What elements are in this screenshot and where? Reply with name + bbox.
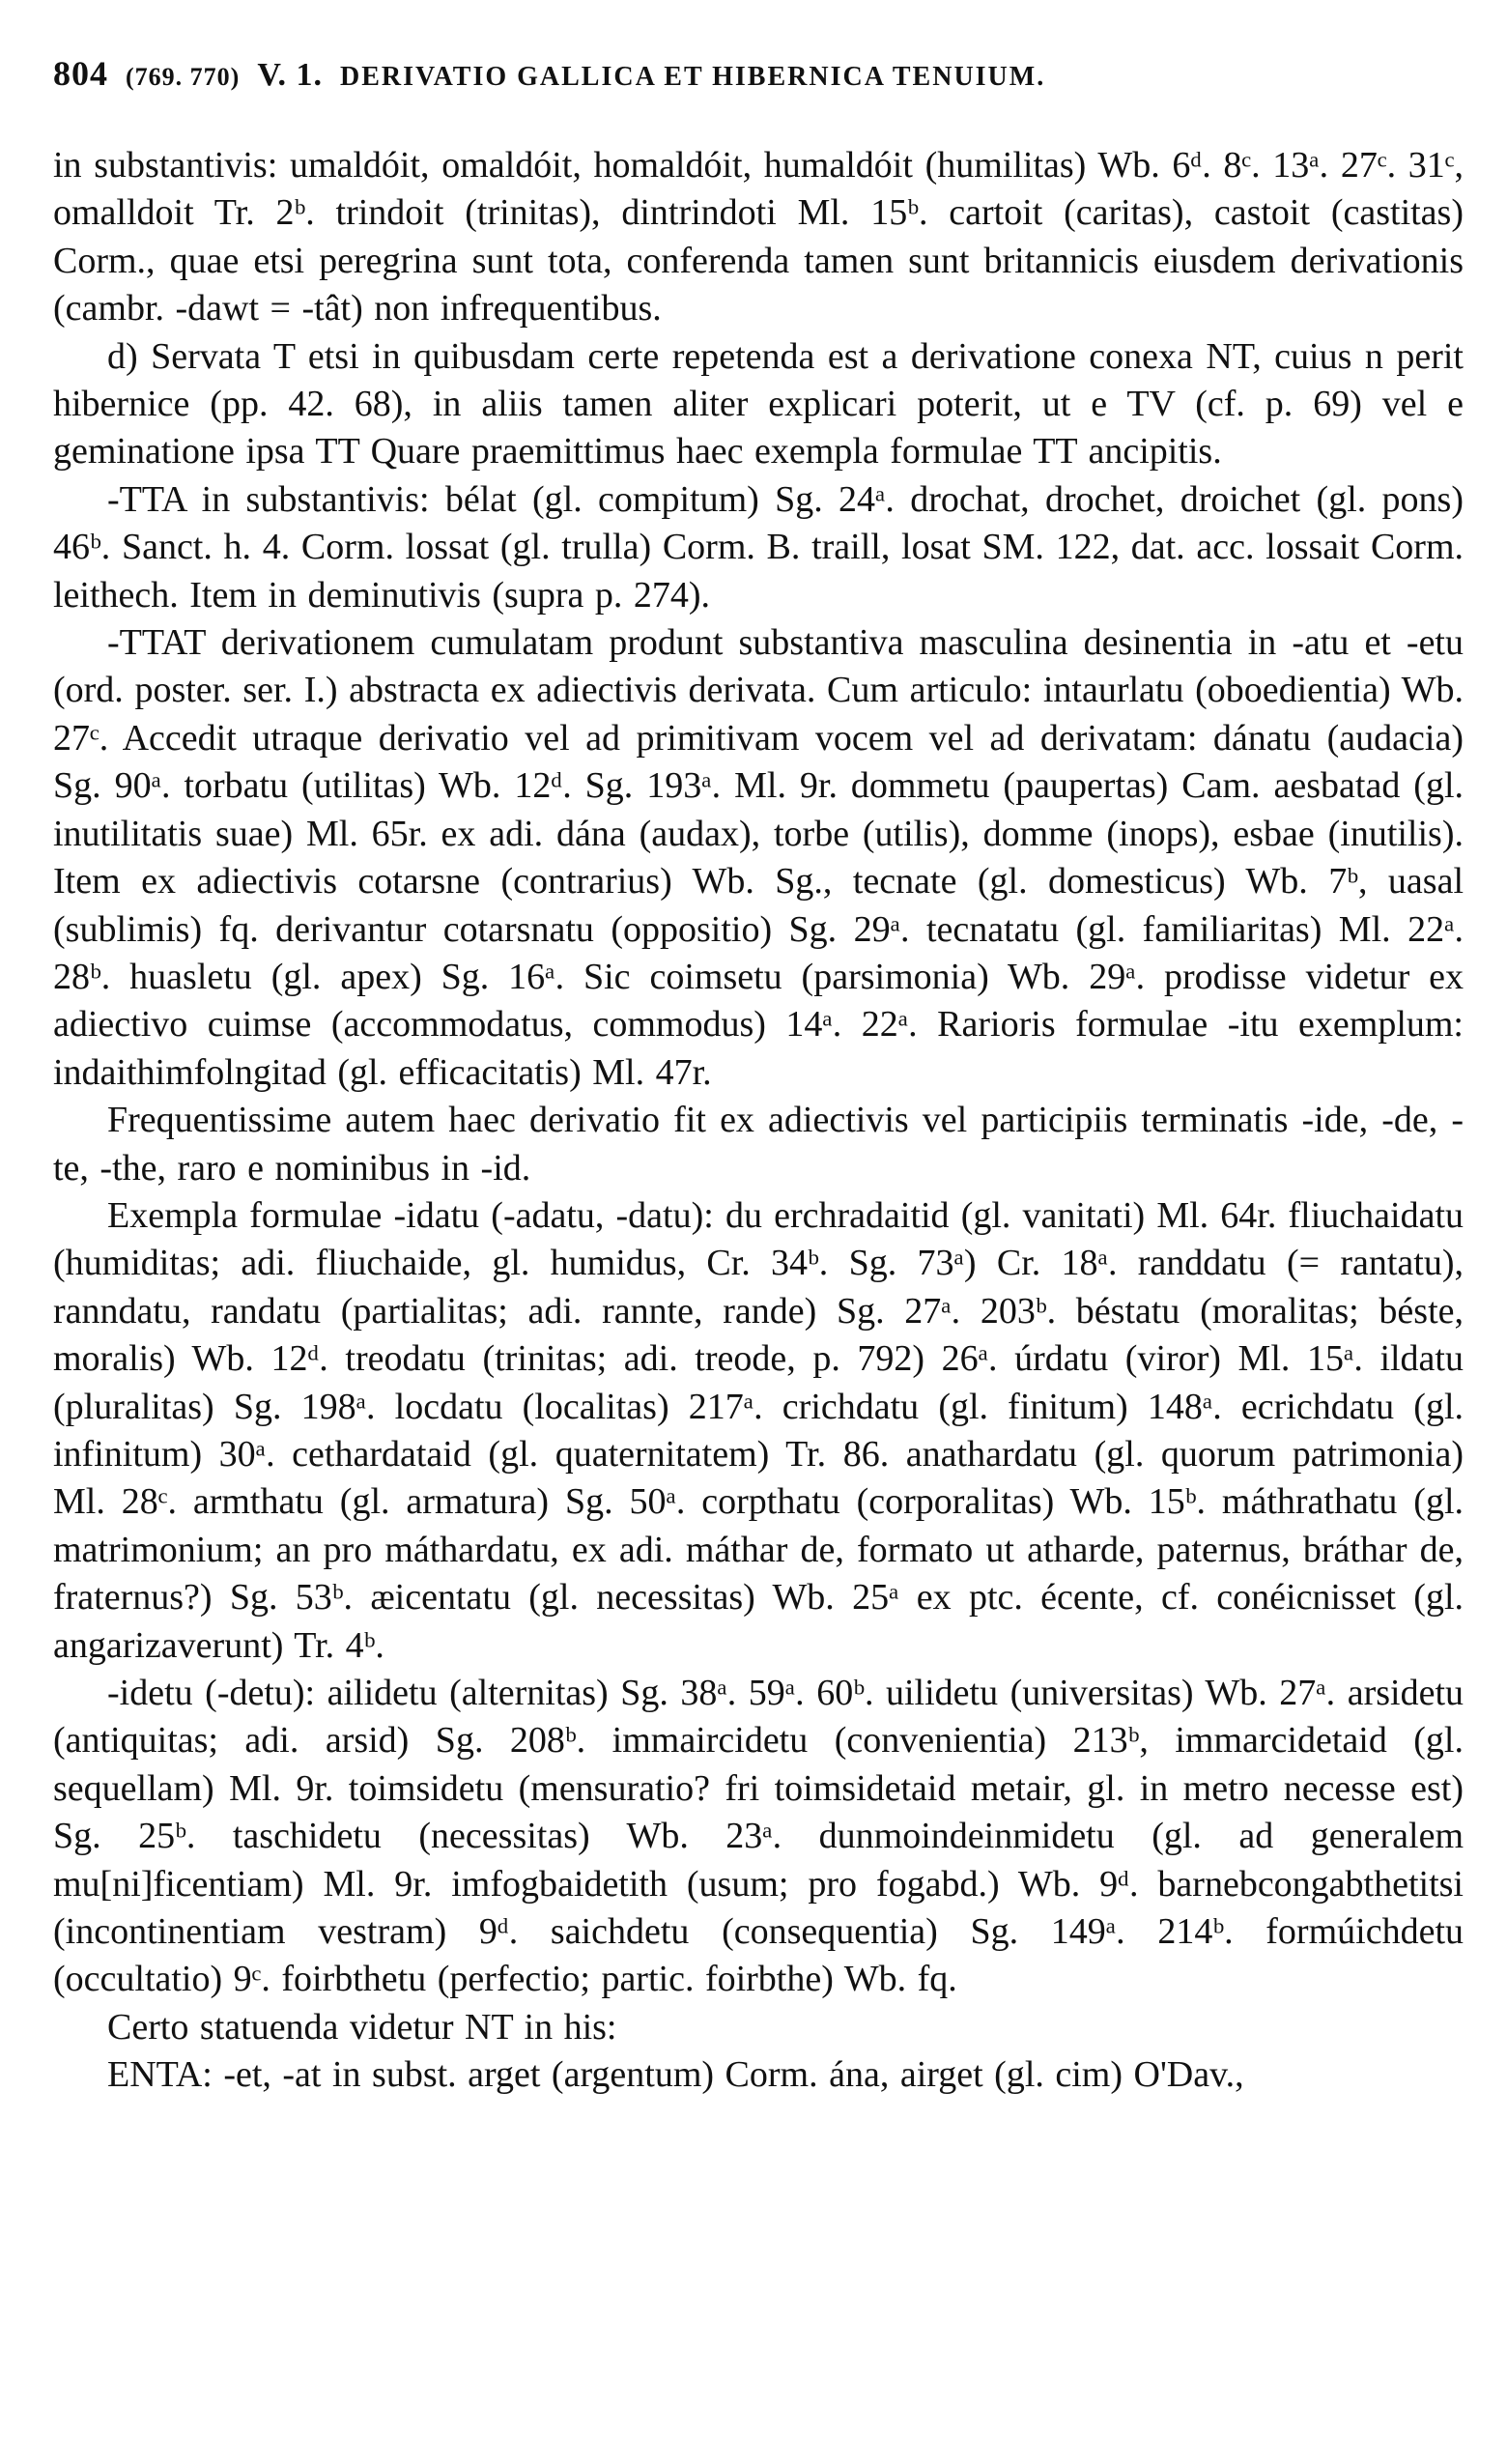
- page-title: DERIVATIO GALLICA ET HIBERNICA TENUIUM.: [340, 62, 1046, 92]
- volume-label: V. 1.: [257, 57, 323, 93]
- page-number: 804: [53, 54, 108, 93]
- paragraph: Exempla formulae -idatu (-adatu, -datu): du erchradaitid (gl. vanitati) Ml. 64r. fliuchaidatu (humiditas; adi. fliuchaide, gl. humidus, Cr. 34ᵇ. Sg. 73ᵃ) Cr. 18ᵃ. randdatu (= rantatu), ranndatu, randatu (partialitas; adi. rannte, rande) Sg. 27ᵃ. 203ᵇ. béstatu (moralitas; béste, moralis) Wb. 12ᵈ. treodatu (trinitas; adi. treode, p. 792) 26ᵃ. úrdatu (viror) Ml. 15ᵃ. ildatu (pluralitas) Sg. 198ᵃ. locdatu (localitas) 217ᵃ. crichdatu (gl. finitum) 148ᵃ. ecrichdatu (gl. infinitum) 30ᵃ. cethardataid (gl. quaternitatem) Tr. 86. anathardatu (gl. quorum patrimonia) Ml. 28ᶜ. armthatu (gl. armatura) Sg. 50ᵃ. corpthatu (corporalitas) Wb. 15ᵇ. máthrathatu (gl. matrimonium; an pro máthardatu, ex adi. máthar de, formato ut atharde, paternus, bráthar de, fraternus?) Sg. 53ᵇ. æicentatu (gl. necessitas) Wb. 25ᵃ ex ptc. écente, cf. conéicnisset (gl. angarizaverunt) Tr. 4ᵇ.: [53, 1194, 1464, 1666]
- paragraph: -TTAT derivationem cumulatam produnt substantiva masculina desinentia in -atu et -etu (ord. poster. ser. I.) abstracta ex adiectivis derivata. Cum articulo: intaurlatu (oboedientia) Wb. 27ᶜ. Accedit utraque derivatio vel ad primitivam vocem vel ad derivatam: dánatu (audacia) Sg. 90ᵃ. torbatu (utilitas) Wb. 12ᵈ. Sg. 193ᵃ. Ml. 9r. dommetu (paupertas) Cam. aesbatad (gl. inutilitatis suae) Ml. 65r. ex adi. dána (audax), torbe (utilis), domme (inops), esbae (inutilis). Item ex adiectivis cotarsne (contrarius) Wb. Sg., tecnate (gl. domesticus) Wb. 7ᵇ, uasal (sublimis) fq. derivantur cotarsnatu (oppositio) Sg. 29ᵃ. tecnatatu (gl. familiaritas) Ml. 22ᵃ. 28ᵇ. huasletu (gl. apex) Sg. 16ᵃ. Sic coimsetu (parsimonia) Wb. 29ᵃ. prodisse videtur ex adiectivo cuimse (accommodatus, commodus) 14ᵃ. 22ᵃ. Rarioris formulae -itu exemplum: indaithimfolngitad (gl. efficacitatis) Ml. 47r.: [53, 622, 1464, 1093]
- running-header: [53, 53, 1464, 94]
- paragraph: in substantivis: umaldóit, omaldóit, homaldóit, humaldóit (humilitas) Wb. 6ᵈ. 8ᶜ. 13ᵃ. 27ᶜ. 31ᶜ, omalldoit Tr. 2ᵇ. trindoit (trinitas), dintrindoti Ml. 15ᵇ. cartoit (caritas), castoit (castitas) Corm., quae etsi peregrina sunt tota, conferenda tamen sunt britannicis eiusdem derivationis (cambr. -dawt = -tât) non infrequentibus.: [53, 145, 1464, 329]
- paragraph: -idetu (-detu): ailidetu (alternitas) Sg. 38ᵃ. 59ᵃ. 60ᵇ. uilidetu (universitas) Wb. 27ᵃ. arsidetu (antiquitas; adi. arsid) Sg. 208ᵇ. immaircidetu (convenientia) 213ᵇ, immarcidetaid (gl. sequellam) Ml. 9r. toimsidetu (mensuratio? fri toimsidetaid metair, gl. in metro necesse est) Sg. 25ᵇ. taschidetu (necessitas) Wb. 23ᵃ. dunmoindeinmidetu (gl. ad generalem mu[ni]ficentiam) Ml. 9r. imfogbaidetith (usum; pro fogabd.) Wb. 9ᵈ. barnebcongabthetitsi (incontinentiam vestram) 9ᵈ. saichdetu (consequentia) Sg. 149ᵃ. 214ᵇ. formúichdetu (occultatio) 9ᶜ. foirbthetu (perfectio; partic. foirbthe) Wb. fq.: [53, 1673, 1464, 2000]
- document-page: [53, 53, 1464, 2100]
- paragraph: ENTA: -et, -at in subst. arget (argentum) Corm. ána, airget (gl. cim) O'Dav.,: [107, 2054, 1244, 2096]
- body-text: [53, 142, 1464, 2100]
- paragraph: Certo statuenda videtur NT in his:: [107, 2006, 617, 2048]
- paragraph: -TTA in substantivis: bélat (gl. compitum) Sg. 24ᵃ. drochat, drochet, droichet (gl. pons) 46ᵇ. Sanct. h. 4. Corm. lossat (gl. trulla) Corm. B. traill, losat SM. 122, dat. acc. lossait Corm. leithech. Item in deminutivis (supra p. 274).: [53, 478, 1464, 616]
- section-reference: (769. 770): [126, 63, 241, 91]
- paragraph: d) Servata T etsi in quibusdam certe repetenda est a derivatione conexa NT, cuius n perit hibernice (pp. 42. 68), in aliis tamen aliter explicari poterit, ut e TV (cf. p. 69) vel e geminatione ipsa TT Quare praemittimus haec exempla formulae TT ancipitis.: [53, 335, 1464, 473]
- paragraph: Frequentissime autem haec derivatio fit ex adiectivis vel participiis terminatis -ide, -de, -te, -the, raro e nominibus in -id.: [53, 1100, 1464, 1189]
